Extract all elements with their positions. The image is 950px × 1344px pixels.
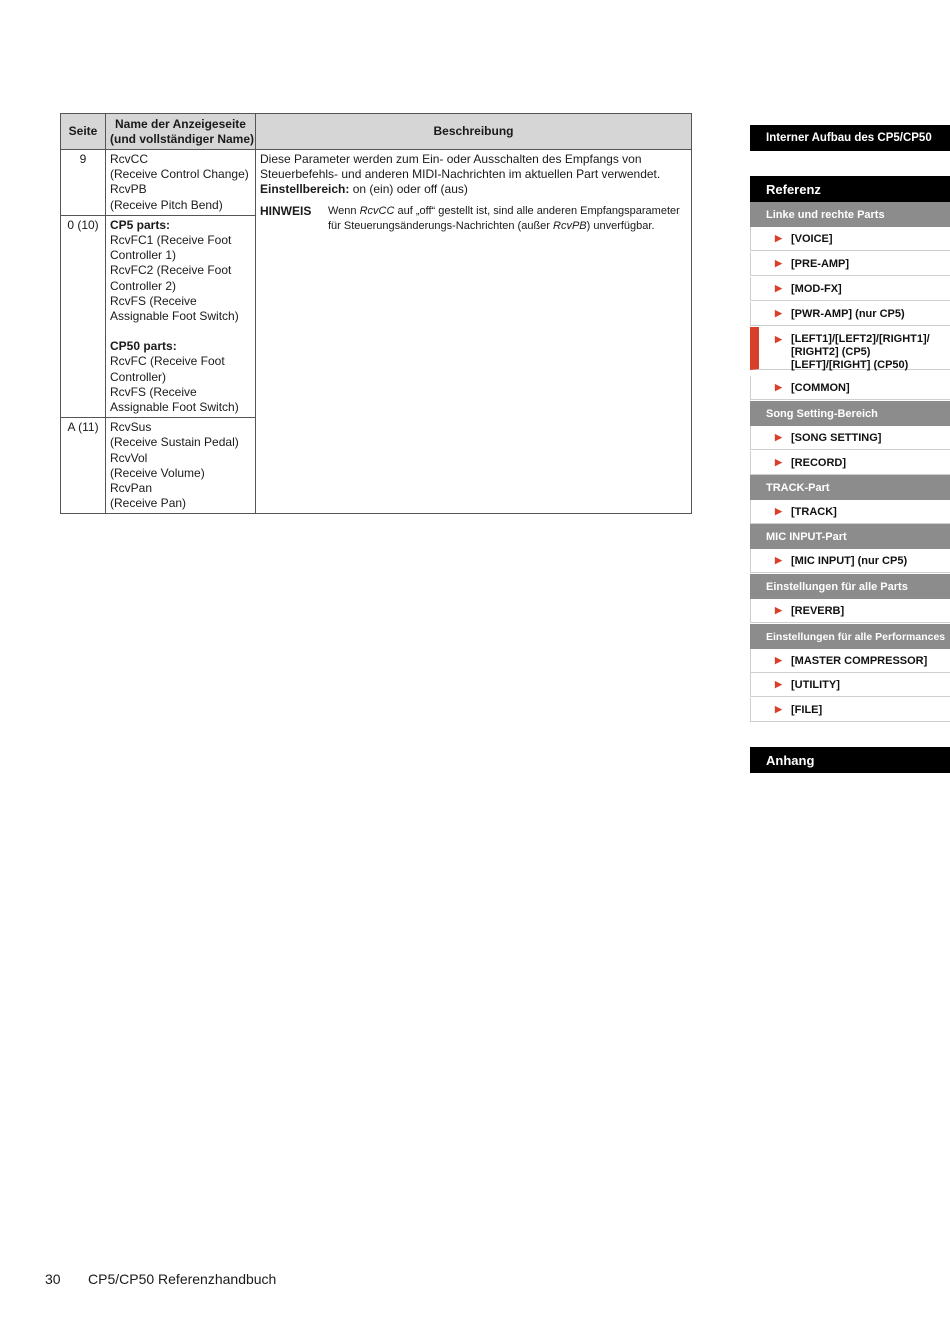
row-page: 9 bbox=[61, 150, 106, 216]
name-line: RcvFS (Receive bbox=[110, 293, 197, 308]
arrow-right-icon: ▶ bbox=[775, 555, 782, 565]
arrow-right-icon: ▶ bbox=[775, 283, 782, 293]
nav-item-pre-amp[interactable] bbox=[750, 252, 950, 276]
row-name bbox=[106, 150, 256, 216]
nav-item-mod-fx[interactable] bbox=[750, 277, 950, 301]
nav-section-alle-performances[interactable]: Einstellungen für alle Performances bbox=[750, 624, 950, 649]
header-name bbox=[106, 114, 256, 150]
header-name-line1: Name der Anzeigeseite bbox=[115, 116, 246, 131]
arrow-right-icon: ▶ bbox=[775, 457, 782, 467]
name-line: (Receive Control Change) bbox=[110, 167, 249, 182]
nav-link-interner-aufbau[interactable]: Interner Aufbau des CP5/CP50 bbox=[750, 125, 950, 151]
name-line: Assignable Foot Switch) bbox=[110, 309, 239, 324]
arrow-right-icon: ▶ bbox=[775, 655, 782, 665]
name-line: (Receive Pitch Bend) bbox=[110, 197, 223, 212]
header-page: Seite bbox=[61, 114, 106, 150]
nav-section-alle-parts[interactable]: Einstellungen für alle Parts bbox=[750, 574, 950, 599]
name-line: Controller) bbox=[110, 369, 167, 384]
cp50-parts-heading: CP50 parts: bbox=[110, 339, 177, 354]
page-footer bbox=[45, 1271, 276, 1287]
arrow-right-icon: ▶ bbox=[775, 334, 782, 344]
name-line: Controller 2) bbox=[110, 278, 177, 293]
arrow-right-icon: ▶ bbox=[775, 679, 782, 689]
nav-item-label: [MOD-FX] bbox=[791, 282, 842, 295]
nav-item-pwr-amp[interactable] bbox=[750, 302, 950, 326]
nav-item-reverb[interactable] bbox=[750, 599, 950, 623]
name-line: (Receive Pan) bbox=[110, 496, 187, 511]
arrow-right-icon: ▶ bbox=[775, 258, 782, 268]
note-text-italic: RcvPB bbox=[553, 219, 587, 232]
note-text-part: auf „off“ gestellt ist, sind alle anderen Empfangsparameter für Steuerungsänderungs-Nachrichten (außer bbox=[328, 204, 680, 232]
manual-title: CP5/CP50 Referenzhandbuch bbox=[88, 1271, 277, 1287]
nav-item-label: [REVERB] bbox=[791, 604, 845, 617]
name-line: RcvFS (Receive bbox=[110, 384, 197, 399]
name-line: (Receive Volume) bbox=[110, 465, 205, 480]
nav-item-mic-input[interactable] bbox=[750, 549, 950, 573]
description-line: Steuerbefehls- und anderen MIDI-Nachrichten im aktuellen Part verwendet. bbox=[260, 167, 661, 182]
nav-item-label: [PRE-AMP] bbox=[791, 257, 850, 270]
nav-item-label: [PWR-AMP] (nur CP5) bbox=[791, 307, 905, 320]
cp5-parts-heading: CP5 parts: bbox=[110, 217, 171, 232]
nav-item-left-right[interactable] bbox=[750, 327, 950, 370]
arrow-right-icon: ▶ bbox=[775, 432, 782, 442]
nav-item-voice[interactable] bbox=[750, 227, 950, 251]
arrow-right-icon: ▶ bbox=[775, 506, 782, 516]
arrow-right-icon: ▶ bbox=[775, 233, 782, 243]
nav-section-linke-rechte-parts[interactable]: Linke und rechte Parts bbox=[750, 202, 950, 227]
arrow-right-icon: ▶ bbox=[775, 704, 782, 714]
nav-link-anhang[interactable]: Anhang bbox=[750, 747, 950, 773]
nav-item-master-compressor[interactable] bbox=[750, 649, 950, 673]
name-line: RcvFC2 (Receive Foot bbox=[110, 263, 232, 278]
note-block bbox=[260, 204, 687, 234]
description-line: Diese Parameter werden zum Ein- oder Ausschalten des Empfangs von bbox=[260, 152, 642, 166]
nav-section-song-setting[interactable]: Song Setting-Bereich bbox=[750, 401, 950, 426]
nav-item-utility[interactable] bbox=[750, 673, 950, 697]
table-header-row bbox=[61, 114, 692, 150]
arrow-right-icon: ▶ bbox=[775, 308, 782, 318]
name-line: RcvFC (Receive Foot bbox=[110, 354, 225, 369]
row-name bbox=[106, 215, 256, 417]
nav-link-referenz[interactable]: Referenz bbox=[750, 176, 950, 202]
nav-item-common[interactable] bbox=[750, 376, 950, 400]
table-row bbox=[61, 150, 692, 216]
arrow-right-icon: ▶ bbox=[775, 605, 782, 615]
setting-range-value: on (ein) oder off (aus) bbox=[349, 182, 468, 197]
row-description bbox=[256, 150, 692, 514]
row-page: A (11) bbox=[61, 418, 106, 514]
nav-item-label: [COMMON] bbox=[791, 381, 850, 394]
name-line: RcvVol bbox=[110, 450, 148, 465]
name-line: Assignable Foot Switch) bbox=[110, 400, 239, 415]
nav-section-track-part[interactable]: TRACK-Part bbox=[750, 475, 950, 500]
nav-item-label: [SONG SETTING] bbox=[791, 431, 882, 444]
arrow-right-icon: ▶ bbox=[775, 382, 782, 392]
nav-item-file[interactable] bbox=[750, 698, 950, 722]
nav-item-label: [FILE] bbox=[791, 703, 823, 716]
setting-range bbox=[260, 182, 687, 197]
row-name bbox=[106, 418, 256, 514]
nav-item-record[interactable] bbox=[750, 451, 950, 475]
nav-item-label: [RECORD] bbox=[791, 456, 846, 469]
nav-item-label: [VOICE] bbox=[791, 232, 833, 245]
nav-item-song-setting[interactable] bbox=[750, 426, 950, 450]
setting-range-label: Einstellbereich: bbox=[260, 182, 350, 197]
note-text-part: ) unverfügbar. bbox=[586, 219, 655, 232]
nav-item-label: [LEFT1]/[LEFT2]/[RIGHT1]/ [RIGHT2] (CP5) [LEFT]/[RIGHT] (CP50) bbox=[791, 333, 930, 371]
header-name-line2: (und vollständiger Name) bbox=[110, 131, 255, 146]
name-line: RcvPan bbox=[110, 481, 153, 496]
note-label: HINWEIS bbox=[260, 203, 312, 218]
nav-item-label: [MIC INPUT] (nur CP5) bbox=[791, 554, 908, 567]
nav-item-label: [UTILITY] bbox=[791, 678, 840, 691]
page-number: 30 bbox=[45, 1271, 61, 1287]
parameter-table bbox=[60, 113, 692, 514]
note-text-part: Wenn bbox=[328, 204, 360, 217]
name-line: Controller 1) bbox=[110, 248, 177, 263]
name-line: RcvSus bbox=[110, 420, 152, 435]
name-line: RcvPB bbox=[110, 182, 147, 197]
note-text bbox=[328, 204, 687, 234]
name-line: RcvCC bbox=[110, 152, 148, 166]
name-line: (Receive Sustain Pedal) bbox=[110, 435, 239, 450]
name-line: RcvFC1 (Receive Foot bbox=[110, 233, 232, 248]
spacer bbox=[110, 324, 251, 339]
nav-item-label: [TRACK] bbox=[791, 505, 837, 518]
header-description: Beschreibung bbox=[256, 114, 692, 150]
nav-item-label: [MASTER COMPRESSOR] bbox=[791, 654, 928, 667]
note-text-italic: RcvCC bbox=[359, 204, 395, 217]
nav-item-track[interactable] bbox=[750, 500, 950, 524]
row-page: 0 (10) bbox=[61, 215, 106, 417]
nav-section-mic-input-part[interactable]: MIC INPUT-Part bbox=[750, 524, 950, 549]
